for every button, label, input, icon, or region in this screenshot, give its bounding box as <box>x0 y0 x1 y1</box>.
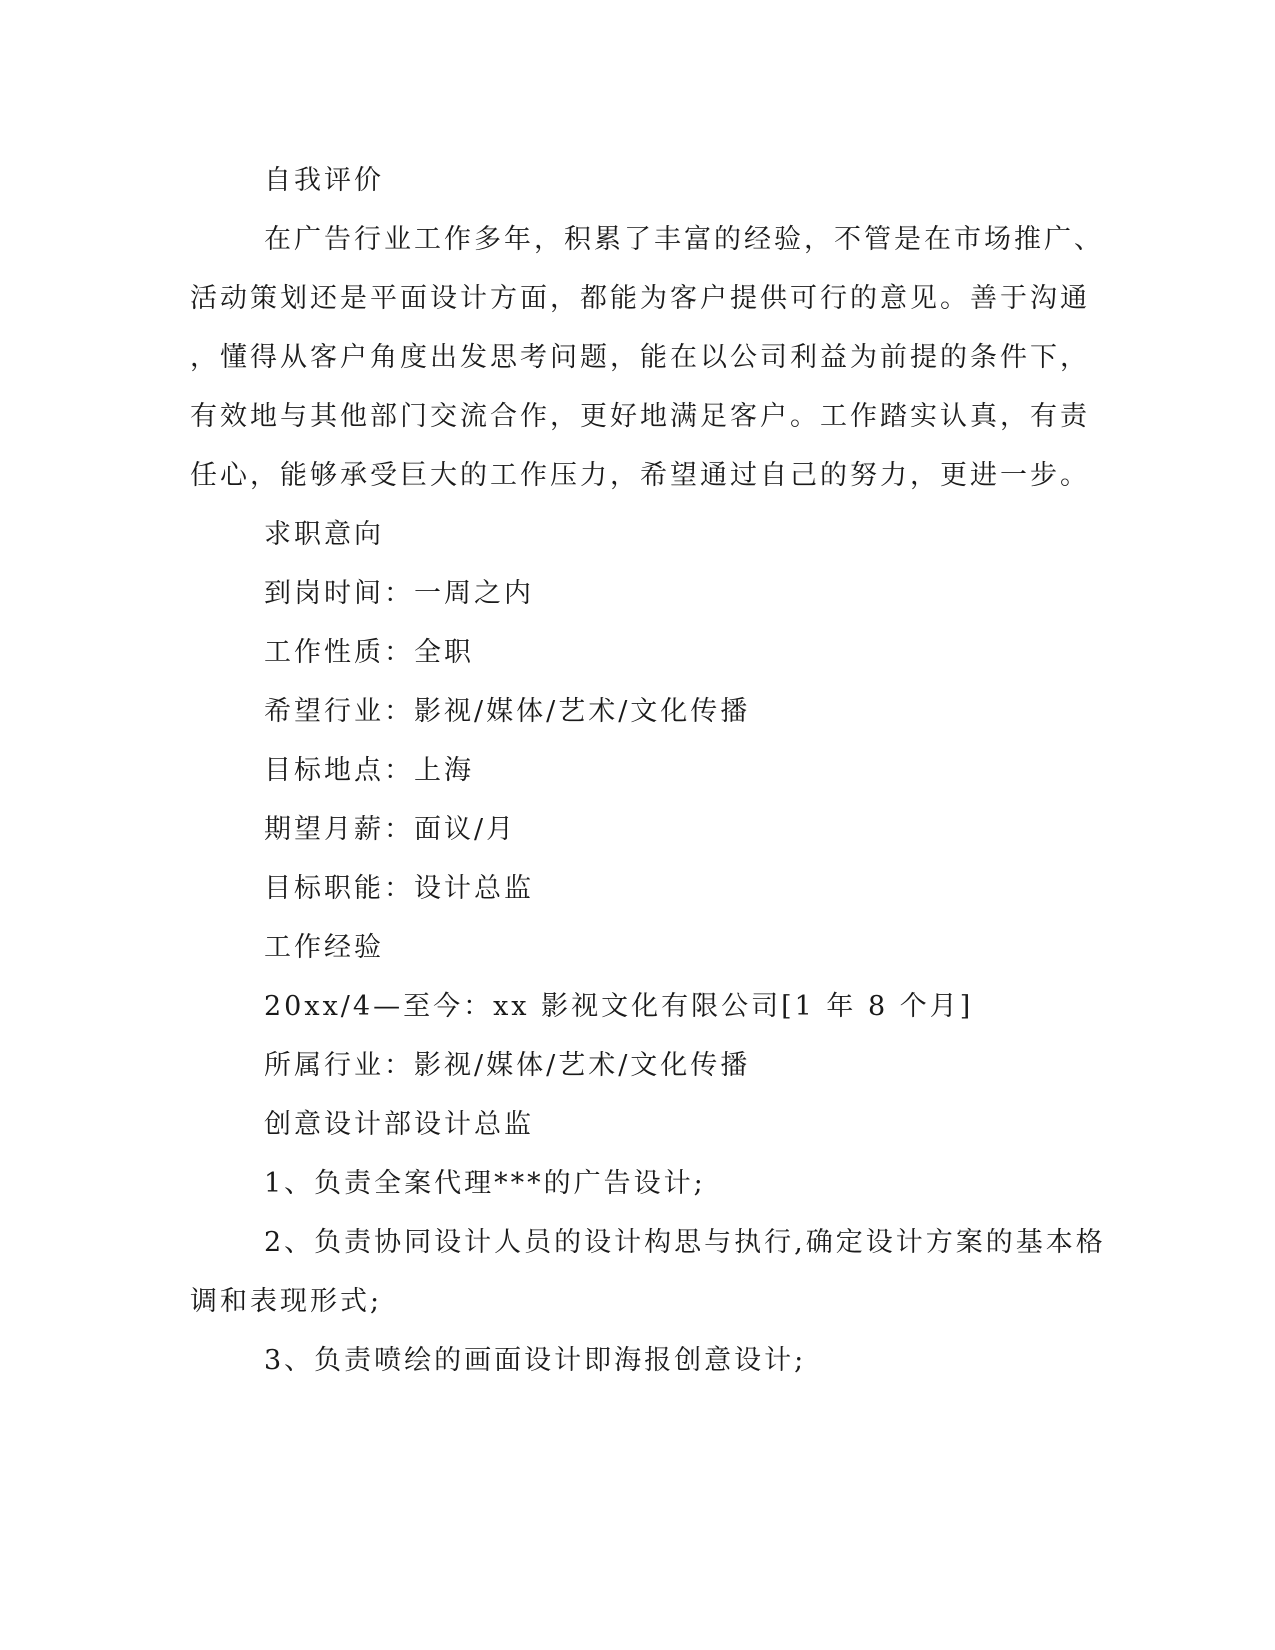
self-evaluation-line: ，懂得从客户角度出发思考问题，能在以公司利益为前提的条件下， <box>190 342 1090 373</box>
job-intention-item: 期望月薪：面议/月 <box>264 814 517 845</box>
work-duty-item-continued: 调和表现形式; <box>190 1286 383 1317</box>
job-intention-item: 目标职能：设计总监 <box>264 873 534 904</box>
self-evaluation-heading: 自我评价 <box>264 165 384 196</box>
job-intention-item: 希望行业：影视/媒体/艺术/文化传播 <box>264 696 751 727</box>
work-experience-heading: 工作经验 <box>264 932 384 963</box>
self-evaluation-line: 任心，能够承受巨大的工作压力，希望通过自己的努力，更进一步。 <box>190 460 1090 491</box>
job-intention-item: 目标地点：上海 <box>264 755 474 786</box>
work-duty-item: 1、负责全案代理***的广告设计; <box>264 1168 706 1199</box>
work-duty-item: 3、负责喷绘的画面设计即海报创意设计; <box>264 1345 807 1376</box>
work-industry: 所属行业：影视/媒体/艺术/文化传播 <box>264 1050 751 1081</box>
work-duty-item: 2、负责协同设计人员的设计构思与执行,确定设计方案的基本格 <box>264 1227 1106 1258</box>
job-intention-heading: 求职意向 <box>264 519 384 550</box>
self-evaluation-line: 在广告行业工作多年，积累了丰富的经验，不管是在市场推广、 <box>264 224 1104 255</box>
work-position: 创意设计部设计总监 <box>264 1109 534 1140</box>
self-evaluation-line: 有效地与其他部门交流合作，更好地满足客户。工作踏实认真，有责 <box>190 401 1090 432</box>
document-body <box>190 0 1106 1650</box>
job-intention-item: 到岗时间：一周之内 <box>264 578 534 609</box>
self-evaluation-line: 活动策划还是平面设计方面，都能为客户提供可行的意见。善于沟通 <box>190 283 1090 314</box>
job-intention-item: 工作性质：全职 <box>264 637 474 668</box>
work-period-company: 20xx/4—至今：xx 影视文化有限公司[1 年 8 个月] <box>264 991 974 1022</box>
